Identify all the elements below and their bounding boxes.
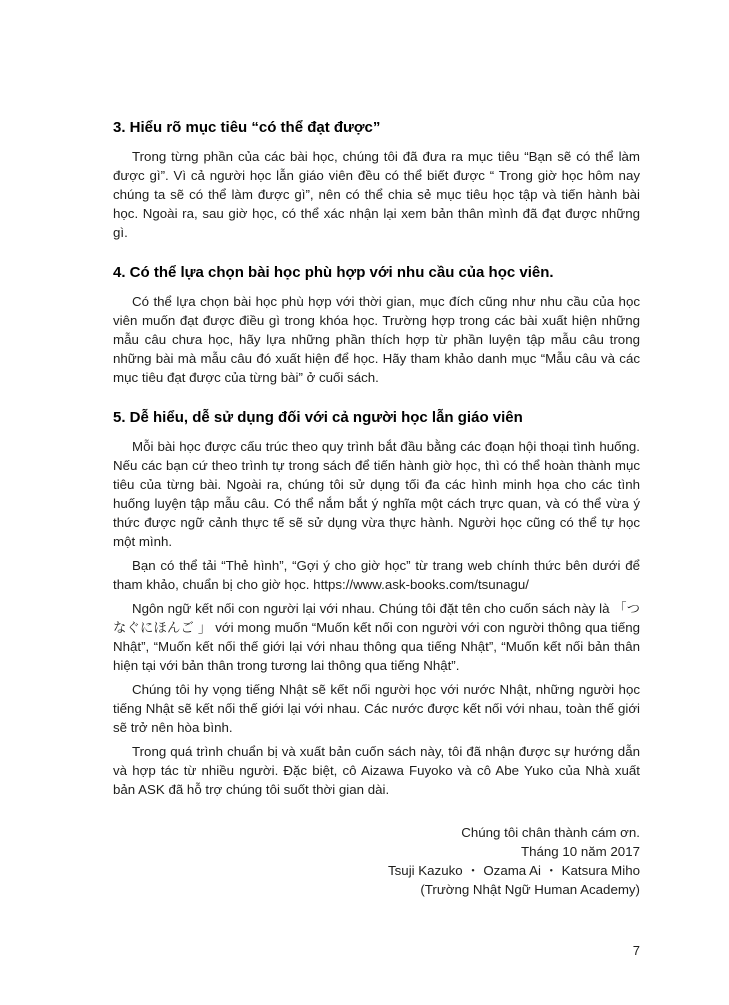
section-5-heading: 5. Dễ hiểu, dễ sử dụng đối với cả người học lẫn giáo viên bbox=[113, 409, 523, 426]
section-4-heading: 4. Có thể lựa chọn bài học phù hợp với nhu cầu của học viên. bbox=[113, 264, 554, 281]
closing-block bbox=[113, 823, 640, 899]
paragraph: Chúng tôi hy vọng tiếng Nhật sẽ kết nối người học với nước Nhật, những người học tiếng Nhật sẽ kết nối thế giới lại với nhau. Các nước được kết nối với nhau, toàn thế giới sẽ trở nên hòa bình. bbox=[113, 682, 640, 735]
closing-thanks: Chúng tôi chân thành cám ơn. bbox=[461, 825, 640, 840]
section-4 bbox=[113, 263, 640, 387]
closing-date: Tháng 10 năm 2017 bbox=[520, 844, 640, 859]
section-3-heading: 3. Hiểu rõ mục tiêu “có thể đạt được” bbox=[113, 119, 381, 136]
paragraph: Mỗi bài học được cấu trúc theo quy trình bắt đầu bằng các đoạn hội thoại tình huống. Nếu các bạn cứ theo trình tự trong sách để tiến hành giờ học, thì có thể hoàn thành mục tiêu của từng bài. Ngoài ra, chúng tôi sử dụng tối đa các hình minh họa cho các tình huống luyện tập mẫu câu. Có thể nắm bắt ý nghĩa một cách trực quan, và có thể vừa ý thức được ngữ cảnh thực tế sẽ sử dụng vừa thực hành. Người học cũng có thể tự học một mình. bbox=[113, 439, 640, 549]
section-3 bbox=[113, 118, 640, 242]
page-content bbox=[113, 118, 640, 899]
section-5 bbox=[113, 408, 640, 799]
closing-authors: Tsuji Kazuko ・ Ozama Ai ・ Katsura Miho bbox=[388, 863, 640, 878]
paragraph: Ngôn ngữ kết nối con người lại với nhau. Chúng tôi đặt tên cho cuốn sách này là 「つなぐにほんご 」 với mong muốn “Muốn kết nối con người với con người thông qua tiếng Nhật”, “Muốn kết nối thế giới lại với nhau thông qua tiếng Nhật”, “Muốn kết nối bản thân hiện tại với bản thân trong tương lai thông qua tiếng Nhật”. bbox=[113, 601, 640, 673]
page-number: 7 bbox=[632, 943, 640, 958]
paragraph: Trong quá trình chuẩn bị và xuất bản cuốn sách này, tôi đã nhận được sự hướng dẫn và hợp tác từ nhiều người. Đặc biệt, cô Aizawa Fuyoko và cô Abe Yuko của Nhà xuất bản ASK đã hỗ trợ chúng tôi suốt thời gian dài. bbox=[113, 744, 640, 797]
paragraph: Trong từng phần của các bài học, chúng tôi đã đưa ra mục tiêu “Bạn sẽ có thể làm được gì”. Vì cả người học lẫn giáo viên đều có thể biết được “ Trong giờ học hôm nay chúng ta sẽ có thể làm được gì”, nên có thể chia sẻ mục tiêu học tập và tiến hành bài học. Ngoài ra, sau giờ học, có thể xác nhận lại xem bản thân mình đã đạt được những gì. bbox=[113, 149, 640, 240]
paragraph: Có thể lựa chọn bài học phù hợp với thời gian, mục đích cũng như nhu cầu của học viên muốn đạt được điều gì trong khóa học. Trường hợp trong các bài xuất hiện những mẫu câu chưa học, hãy lựa những phần thích hợp từ phần luyện tập mẫu câu trong những bài mà mẫu câu đó xuất hiện để học. Hãy tham khảo danh mục “Mẫu câu và các mục tiêu đạt được của từng bài” ở cuối sách. bbox=[113, 294, 640, 385]
closing-affiliation: (Trường Nhật Ngữ Human Academy) bbox=[420, 882, 640, 897]
paragraph-with-download-url: Bạn có thể tải “Thẻ hình”, “Gợi ý cho giờ học” từ trang web chính thức bên dưới để tham khảo, chuẩn bị cho giờ học. https://www.ask-books.com/tsunagu/ bbox=[113, 558, 640, 592]
